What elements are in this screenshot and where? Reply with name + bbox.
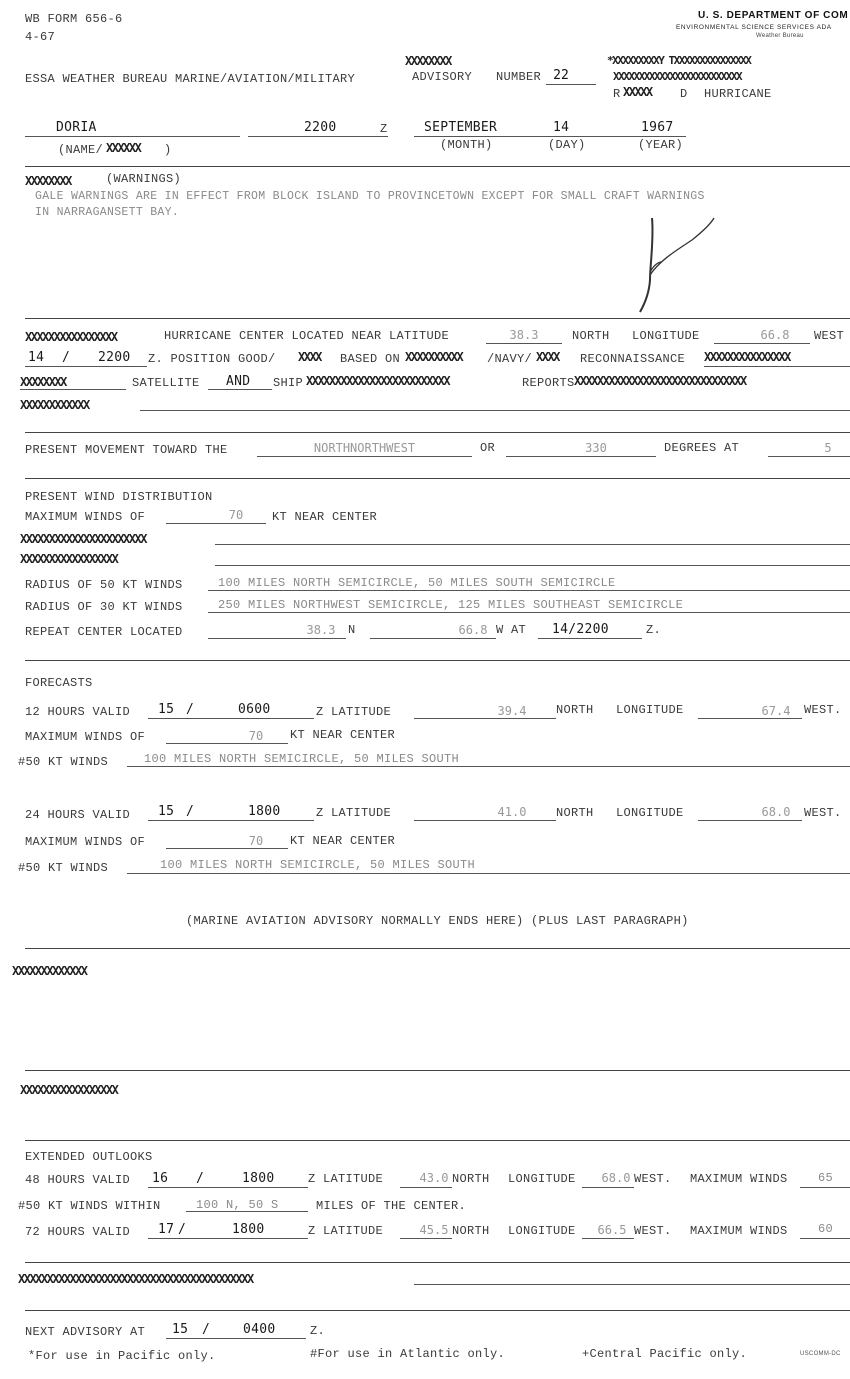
name-fill-line bbox=[25, 136, 240, 137]
repeat-center-label: REPEAT CENTER LOCATED bbox=[25, 625, 183, 639]
center-date-fill bbox=[25, 366, 147, 367]
center-end-fill bbox=[140, 410, 850, 411]
f24-west: WEST. bbox=[804, 806, 842, 820]
based-on-label: BASED ON bbox=[340, 352, 401, 366]
xout-position: XXXX bbox=[298, 350, 321, 364]
o48-lat-fill bbox=[400, 1187, 452, 1188]
o48-north: NORTH bbox=[452, 1172, 490, 1186]
center-longitude: 66.8 bbox=[760, 328, 790, 342]
advisory-label: ADVISORY bbox=[412, 70, 473, 84]
number-label: NUMBER bbox=[496, 70, 542, 84]
o48-latitude: 43.0 bbox=[419, 1171, 449, 1185]
footnote-central: +Central Pacific only. bbox=[582, 1347, 748, 1361]
xout-reconnaissance: XXXXXXXXXXXXXXX bbox=[704, 350, 790, 364]
f24-lon-fill bbox=[698, 820, 802, 821]
f24-w50-label: #50 KT WINDS bbox=[18, 861, 109, 875]
print-code: USCOMM-DC bbox=[800, 1351, 841, 1357]
and-fill bbox=[208, 389, 272, 390]
wind-fill-2 bbox=[215, 565, 850, 566]
f12-max-winds: 70 bbox=[248, 729, 264, 743]
xout-header-right-2: XXXXXXXXXXXXXXXXXXXXXXXXX bbox=[613, 70, 742, 83]
f24-w50-fill bbox=[127, 873, 850, 874]
next-advisory-fill bbox=[166, 1338, 306, 1339]
xout-advisory-type: XXXXXXXX bbox=[405, 54, 451, 68]
divider bbox=[25, 166, 850, 167]
divider bbox=[25, 948, 850, 949]
divider bbox=[25, 1070, 850, 1071]
xout-center-end: XXXXXXXXXXXX bbox=[20, 398, 89, 412]
o72-day: 17 bbox=[158, 1222, 175, 1237]
f24-w50-value: 100 MILES NORTH SEMICIRCLE, 50 MILES SOUTH bbox=[160, 858, 476, 872]
xout-wind-2: XXXXXXXXXXXXXXXXX bbox=[20, 552, 118, 566]
storm-type-xout: XXXXX bbox=[623, 85, 652, 99]
f12-max-label: MAXIMUM WINDS OF bbox=[25, 730, 146, 744]
f24-slash: / bbox=[186, 804, 195, 819]
department-name: U. S. DEPARTMENT OF COM bbox=[698, 10, 849, 21]
form-id: WB FORM 656-6 bbox=[25, 12, 123, 26]
o72-longitude: 66.5 bbox=[597, 1223, 627, 1237]
day-value: 14 bbox=[553, 120, 570, 135]
o72-longitude-label: LONGITUDE bbox=[508, 1224, 576, 1238]
f12-latitude: 39.4 bbox=[497, 704, 527, 718]
repeat-w-at-label: W AT bbox=[496, 623, 527, 637]
o72-label: 72 HOURS VALID bbox=[25, 1225, 131, 1239]
center-latitude: 38.3 bbox=[509, 328, 539, 342]
warnings-text-line1: GALE WARNINGS ARE IN EFFECT FROM BLOCK ISLAND TO PROVINCETOWN EXCEPT FOR SMALL CRAFT WARNINGS bbox=[35, 190, 705, 203]
reports-label: REPORTS bbox=[522, 376, 575, 390]
advisory-time: 2200 bbox=[304, 120, 337, 135]
fixes-fill bbox=[414, 1284, 850, 1285]
f24-day: 15 bbox=[158, 804, 175, 819]
center-lon-fill bbox=[714, 343, 810, 344]
repeat-lat-fill bbox=[208, 638, 346, 639]
o48-time-fill bbox=[148, 1187, 308, 1188]
storm-name: DORIA bbox=[56, 120, 97, 135]
f24-max-winds: 70 bbox=[248, 834, 264, 848]
o48-label: 48 HOURS VALID bbox=[25, 1173, 131, 1187]
handwritten-signature bbox=[632, 210, 722, 320]
satellite-label: SATELLITE bbox=[132, 376, 200, 390]
f24-longitude-label: LONGITUDE bbox=[616, 806, 684, 820]
center-lat-fill bbox=[486, 343, 562, 344]
speed-fill bbox=[768, 456, 850, 457]
max-winds-fill bbox=[166, 523, 266, 524]
f24-time-fill bbox=[148, 820, 314, 821]
f12-kt-near: KT NEAR CENTER bbox=[290, 728, 396, 742]
wind-fill-1 bbox=[215, 544, 850, 545]
repeat-lon-fill bbox=[370, 638, 496, 639]
and-value: AND bbox=[226, 374, 251, 389]
o72-lat-fill bbox=[400, 1238, 452, 1239]
center-date: 14 bbox=[28, 350, 45, 365]
name-label-end: ) bbox=[164, 143, 172, 157]
storm-type-label: HURRICANE bbox=[704, 87, 772, 101]
xout-section-remarks: XXXXXXXXXXXXX bbox=[12, 964, 87, 978]
o48-max-label: MAXIMUM WINDS bbox=[690, 1172, 788, 1186]
xout-satellite-prefix: XXXXXXXX bbox=[20, 375, 66, 389]
radius-50-label: RADIUS OF 50 KT WINDS bbox=[25, 578, 183, 592]
f12-w50-fill bbox=[127, 766, 850, 767]
movement-label: PRESENT MOVEMENT TOWARD THE bbox=[25, 443, 228, 457]
outlook-w50-end: MILES OF THE CENTER. bbox=[316, 1199, 467, 1213]
reconnaissance-label: RECONNAISSANCE bbox=[580, 352, 686, 366]
o48-z-latitude: Z LATITUDE bbox=[308, 1172, 384, 1186]
footnote-atlantic: #For use in Atlantic only. bbox=[310, 1347, 506, 1361]
repeat-time-fill bbox=[538, 638, 642, 639]
o72-max-winds: 60 bbox=[818, 1222, 834, 1236]
form-date: 4-67 bbox=[25, 30, 56, 44]
footnote-pacific: *For use in Pacific only. bbox=[28, 1349, 216, 1363]
day-label: (DAY) bbox=[548, 138, 586, 152]
f12-lat-fill bbox=[414, 718, 556, 719]
wind-heading: PRESENT WIND DISTRIBUTION bbox=[25, 490, 213, 504]
form-title: ESSA WEATHER BUREAU MARINE/AVIATION/MILITARY bbox=[25, 72, 356, 86]
o72-lon-fill bbox=[582, 1238, 634, 1239]
f12-label: 12 HOURS VALID bbox=[25, 705, 131, 719]
o72-max-fill bbox=[800, 1238, 850, 1239]
f12-slash: / bbox=[186, 702, 195, 717]
time-zone: Z bbox=[380, 122, 388, 136]
month-value: SEPTEMBER bbox=[424, 120, 498, 135]
divider bbox=[25, 478, 850, 479]
degrees-at-label: DEGREES AT bbox=[664, 441, 740, 455]
year-value: 1967 bbox=[641, 120, 674, 135]
warnings-text-line2: IN NARRAGANSETT BAY. bbox=[35, 206, 180, 219]
f24-z-latitude: Z LATITUDE bbox=[316, 806, 392, 820]
outlook-w50-label: #50 KT WINDS WITHIN bbox=[18, 1199, 161, 1213]
forecasts-heading: FORECASTS bbox=[25, 676, 93, 690]
xout-warnings: XXXXXXXX bbox=[25, 174, 71, 188]
position-good-label: Z. POSITION GOOD/ bbox=[148, 352, 276, 366]
f24-time: 1800 bbox=[248, 804, 281, 819]
divider bbox=[25, 1310, 850, 1311]
o48-max-winds: 65 bbox=[818, 1171, 834, 1185]
o72-time-fill bbox=[148, 1238, 308, 1239]
o72-north: NORTH bbox=[452, 1224, 490, 1238]
direction-fill bbox=[257, 456, 472, 457]
outlook-w50-value: 100 N, 50 S bbox=[196, 1198, 279, 1212]
month-label: (MONTH) bbox=[440, 138, 493, 152]
f12-w50-label: #50 KT WINDS bbox=[18, 755, 109, 769]
center-time: 2200 bbox=[98, 350, 131, 365]
xout-wind-1: XXXXXXXXXXXXXXXXXXXXXX bbox=[20, 532, 146, 546]
f24-label: 24 HOURS VALID bbox=[25, 808, 131, 822]
movement-speed: 5 bbox=[824, 441, 832, 455]
radius-30-value: 250 MILES NORTHWEST SEMICIRCLE, 125 MILES SOUTHEAST SEMICIRCLE bbox=[218, 598, 684, 612]
f24-max-fill bbox=[166, 848, 288, 849]
bureau-name: Weather Bureau bbox=[756, 33, 804, 39]
f12-lon-fill bbox=[698, 718, 802, 719]
longitude-label: LONGITUDE bbox=[632, 329, 700, 343]
f24-max-label: MAXIMUM WINDS OF bbox=[25, 835, 146, 849]
f24-longitude: 68.0 bbox=[761, 805, 791, 819]
o48-time: 1800 bbox=[242, 1171, 275, 1186]
next-advisory-label: NEXT ADVISORY AT bbox=[25, 1325, 146, 1339]
divider bbox=[25, 660, 850, 661]
kt-near-center-label: KT NEAR CENTER bbox=[272, 510, 378, 524]
o48-max-fill bbox=[800, 1187, 850, 1188]
o48-west: WEST. bbox=[634, 1172, 672, 1186]
divider bbox=[25, 318, 850, 319]
f12-longitude-label: LONGITUDE bbox=[616, 703, 684, 717]
radius-50-value: 100 MILES NORTH SEMICIRCLE, 50 MILES SOUTH SEMICIRCLE bbox=[218, 576, 616, 590]
name-label: (NAME/ bbox=[58, 143, 104, 157]
xout-navy: XXXX bbox=[536, 350, 559, 364]
f24-latitude: 41.0 bbox=[497, 805, 527, 819]
f24-kt-near: KT NEAR CENTER bbox=[290, 834, 396, 848]
repeat-z-label: Z. bbox=[646, 623, 662, 637]
ship-label: SHIP bbox=[273, 376, 304, 390]
storm-type-prefix: R bbox=[613, 87, 621, 101]
xout-reports: XXXXXXXXXXXXXXXXXXXXXXXXXXXXXX bbox=[574, 374, 746, 388]
xout-ship: XXXXXXXXXXXXXXXXXXXXXXXXX bbox=[306, 374, 450, 388]
o72-time: 1800 bbox=[232, 1222, 265, 1237]
f12-longitude: 67.4 bbox=[761, 704, 791, 718]
xout-section-information: XXXXXXXXXXXXXXXXX bbox=[20, 1083, 118, 1097]
next-time: 0400 bbox=[243, 1322, 276, 1337]
divider bbox=[25, 432, 850, 433]
north-label: NORTH bbox=[572, 329, 610, 343]
o48-lon-fill bbox=[582, 1187, 634, 1188]
repeat-latitude: 38.3 bbox=[306, 623, 336, 637]
o48-slash: / bbox=[196, 1171, 205, 1186]
o72-max-label: MAXIMUM WINDS bbox=[690, 1224, 788, 1238]
divider bbox=[25, 1140, 850, 1141]
divider bbox=[25, 1262, 850, 1263]
recon-fill bbox=[704, 366, 850, 367]
navy-label: /NAVY/ bbox=[487, 352, 533, 366]
warnings-label: (WARNINGS) bbox=[106, 172, 182, 186]
max-winds-value: 70 bbox=[228, 508, 244, 522]
f12-z-latitude: Z LATITUDE bbox=[316, 705, 392, 719]
o72-z-latitude: Z LATITUDE bbox=[308, 1224, 384, 1238]
movement-degrees: 330 bbox=[585, 441, 607, 455]
o48-longitude: 68.0 bbox=[601, 1171, 631, 1185]
west-label: WEST bbox=[814, 329, 845, 343]
movement-direction: NORTHNORTHWEST bbox=[313, 441, 416, 455]
o72-west: WEST. bbox=[634, 1224, 672, 1238]
xout-based-on: XXXXXXXXXX bbox=[405, 350, 463, 364]
f12-max-fill bbox=[166, 743, 288, 744]
marine-note: (MARINE AVIATION ADVISORY NORMALLY ENDS HERE) (PLUS LAST PARAGRAPH) bbox=[186, 914, 689, 928]
f24-lat-fill bbox=[414, 820, 556, 821]
f12-west: WEST. bbox=[804, 703, 842, 717]
time-fill-line bbox=[248, 136, 388, 137]
repeat-n-label: N bbox=[348, 623, 356, 637]
o72-latitude: 45.5 bbox=[419, 1223, 449, 1237]
f12-day: 15 bbox=[158, 702, 175, 717]
f12-w50-value: 100 MILES NORTH SEMICIRCLE, 50 MILES SOUTH bbox=[144, 752, 460, 766]
xout-section-fixes: XXXXXXXXXXXXXXXXXXXXXXXXXXXXXXXXXXXXXXXXX bbox=[18, 1272, 253, 1286]
satellite-fill bbox=[20, 389, 126, 390]
radius-30-label: RADIUS OF 30 KT WINDS bbox=[25, 600, 183, 614]
outlooks-heading: EXTENDED OUTLOOKS bbox=[25, 1150, 153, 1164]
next-slash: / bbox=[202, 1322, 211, 1337]
f12-north: NORTH bbox=[556, 703, 594, 717]
f12-time-fill bbox=[148, 718, 314, 719]
name-label-xout: XXXXXX bbox=[106, 141, 141, 155]
xout-header-right-1: *XXXXXXXXXY TXXXXXXXXXXXXXXX bbox=[607, 54, 751, 67]
f24-north: NORTH bbox=[556, 806, 594, 820]
xout-center-1: XXXXXXXXXXXXXXXX bbox=[25, 330, 117, 344]
radius-50-fill bbox=[208, 590, 850, 591]
storm-type-suffix: D bbox=[680, 87, 688, 101]
radius-30-fill bbox=[208, 612, 850, 613]
or-label: OR bbox=[480, 441, 496, 455]
o72-slash: / bbox=[178, 1222, 187, 1237]
advisory-number: 22 bbox=[553, 68, 569, 83]
repeat-longitude: 66.8 bbox=[458, 623, 488, 637]
degrees-fill bbox=[506, 456, 656, 457]
max-winds-label: MAXIMUM WINDS OF bbox=[25, 510, 146, 524]
f12-time: 0600 bbox=[238, 702, 271, 717]
next-z: Z. bbox=[310, 1324, 326, 1338]
repeat-time: 14/2200 bbox=[552, 622, 609, 637]
center-slash: / bbox=[62, 350, 71, 365]
o48-longitude-label: LONGITUDE bbox=[508, 1172, 576, 1186]
agency-name: ENVIRONMENTAL SCIENCE SERVICES ADA bbox=[676, 24, 832, 31]
year-label: (YEAR) bbox=[638, 138, 684, 152]
center-text: HURRICANE CENTER LOCATED NEAR LATITUDE bbox=[164, 329, 450, 343]
o48-day: 16 bbox=[152, 1171, 169, 1186]
number-fill-line bbox=[546, 84, 596, 85]
date-fill-line bbox=[414, 136, 686, 137]
next-day: 15 bbox=[172, 1322, 189, 1337]
